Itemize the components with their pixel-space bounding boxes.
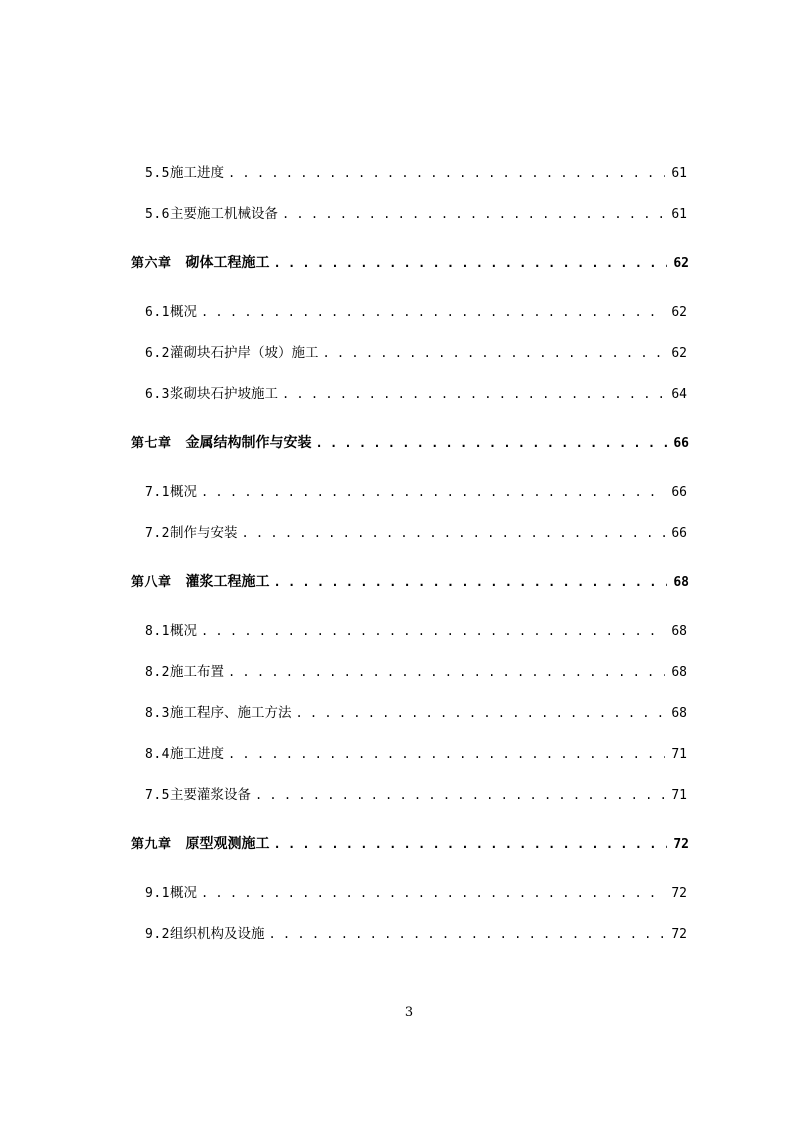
toc-entry-number: 9.1 [145,886,170,901]
toc-entry-number: 7.5 [145,788,170,803]
toc-chapter-8[interactable] [131,573,689,591]
toc-entry-title: 制作与安装 [169,525,238,541]
toc-entry-8-4[interactable] [145,745,687,763]
toc-entry-title: 浆砌块石护坡施工 [169,386,278,402]
toc-entry-number: 8.2 [145,665,170,680]
toc-entry-title: 灌砌块石护岸（坡）施工 [169,345,319,361]
toc-chapter-page: 66 [673,436,689,451]
toc-chapter-page: 72 [673,837,689,852]
toc-entry-title: 主要灌浆设备 [169,787,251,803]
toc-entry-number: 9.2 [145,927,170,942]
dot-leader [274,573,667,591]
toc-chapter-title: 原型观测施工 [185,836,270,852]
toc-entry-number: 7.1 [145,485,170,500]
toc-entry-number: 6.1 [145,305,170,320]
toc-entry-number: 7.2 [145,526,170,541]
toc-entry-number: 5.6 [145,207,170,222]
dot-leader [282,205,665,223]
dot-leader [201,884,665,902]
dot-leader [295,704,665,722]
toc-entry-number: 6.2 [145,346,170,361]
toc-entry-6-2[interactable] [145,344,687,362]
toc-entry-title: 主要施工机械设备 [169,206,278,222]
toc-entry-number: 8.3 [145,706,170,721]
toc-entry-page: 66 [671,526,687,541]
toc-entry-6-1[interactable] [145,303,687,321]
dot-leader [228,663,665,681]
dot-leader [241,524,665,542]
page-number: 3 [404,1005,414,1020]
toc-entry-7-2[interactable] [145,524,687,542]
toc-entry-page: 61 [671,207,687,222]
toc-entry-page: 71 [671,747,687,762]
toc-entry-title: 施工进度 [169,746,224,762]
toc-chapter-number: 第六章 [131,256,172,271]
toc-entry-page: 62 [671,346,687,361]
toc-entry-title: 概况 [169,484,197,500]
toc-chapter-title: 灌浆工程施工 [185,574,270,590]
dot-leader [201,622,665,640]
toc-entry-5-5[interactable] [145,164,687,182]
toc-entry-page: 71 [671,788,687,803]
toc-entry-number: 8.1 [145,624,170,639]
toc-entry-page: 72 [671,927,687,942]
toc-entry-number: 5.5 [145,166,170,181]
toc-chapter-number: 第八章 [131,575,172,590]
dot-leader [274,835,667,853]
toc-entry-title: 组织机构及设施 [169,926,265,942]
dot-leader [201,303,665,321]
toc-entry-title: 施工布置 [169,664,224,680]
toc-entry-page: 68 [671,706,687,721]
toc-chapter-number: 第七章 [131,436,172,451]
toc-entry-page: 64 [671,387,687,402]
toc-entry-8-1[interactable] [145,622,687,640]
dot-leader [274,254,667,272]
toc-entry-title: 概况 [169,304,197,320]
dot-leader [228,745,665,763]
dot-leader [282,385,665,403]
toc-entry-page: 66 [671,485,687,500]
dot-leader [316,434,667,452]
dot-leader [201,483,665,501]
toc-chapter-page: 62 [673,256,689,271]
toc-entry-title: 概况 [169,623,197,639]
toc-entry-page: 62 [671,305,687,320]
toc-entry-number: 8.4 [145,747,170,762]
toc-entry-8-3[interactable] [145,704,687,722]
dot-leader [255,786,665,804]
toc-entry-9-2[interactable] [145,925,687,943]
toc-chapter-7[interactable] [131,434,689,452]
toc-entry-9-1[interactable] [145,884,687,902]
toc-chapter-number: 第九章 [131,837,172,852]
toc-entry-8-2[interactable] [145,663,687,681]
toc-chapter-9[interactable] [131,835,689,853]
toc-chapter-page: 68 [673,575,689,590]
toc-entry-title: 施工程序、施工方法 [169,705,292,721]
toc-entry-title: 施工进度 [169,165,224,181]
toc-entry-6-3[interactable] [145,385,687,403]
toc-entry-5-6[interactable] [145,205,687,223]
dot-leader [268,925,665,943]
toc-entry-number: 6.3 [145,387,170,402]
toc-chapter-title: 砌体工程施工 [185,255,270,271]
toc-entry-page: 72 [671,886,687,901]
dot-leader [322,344,665,362]
toc-chapter-title: 金属结构制作与安装 [185,435,312,451]
toc-entry-page: 68 [671,665,687,680]
toc-entry-7-5[interactable] [145,786,687,804]
toc-entry-page: 68 [671,624,687,639]
toc-entry-page: 61 [671,166,687,181]
toc-chapter-6[interactable] [131,254,689,272]
dot-leader [228,164,665,182]
toc-entry-title: 概况 [169,885,197,901]
toc-entry-7-1[interactable] [145,483,687,501]
